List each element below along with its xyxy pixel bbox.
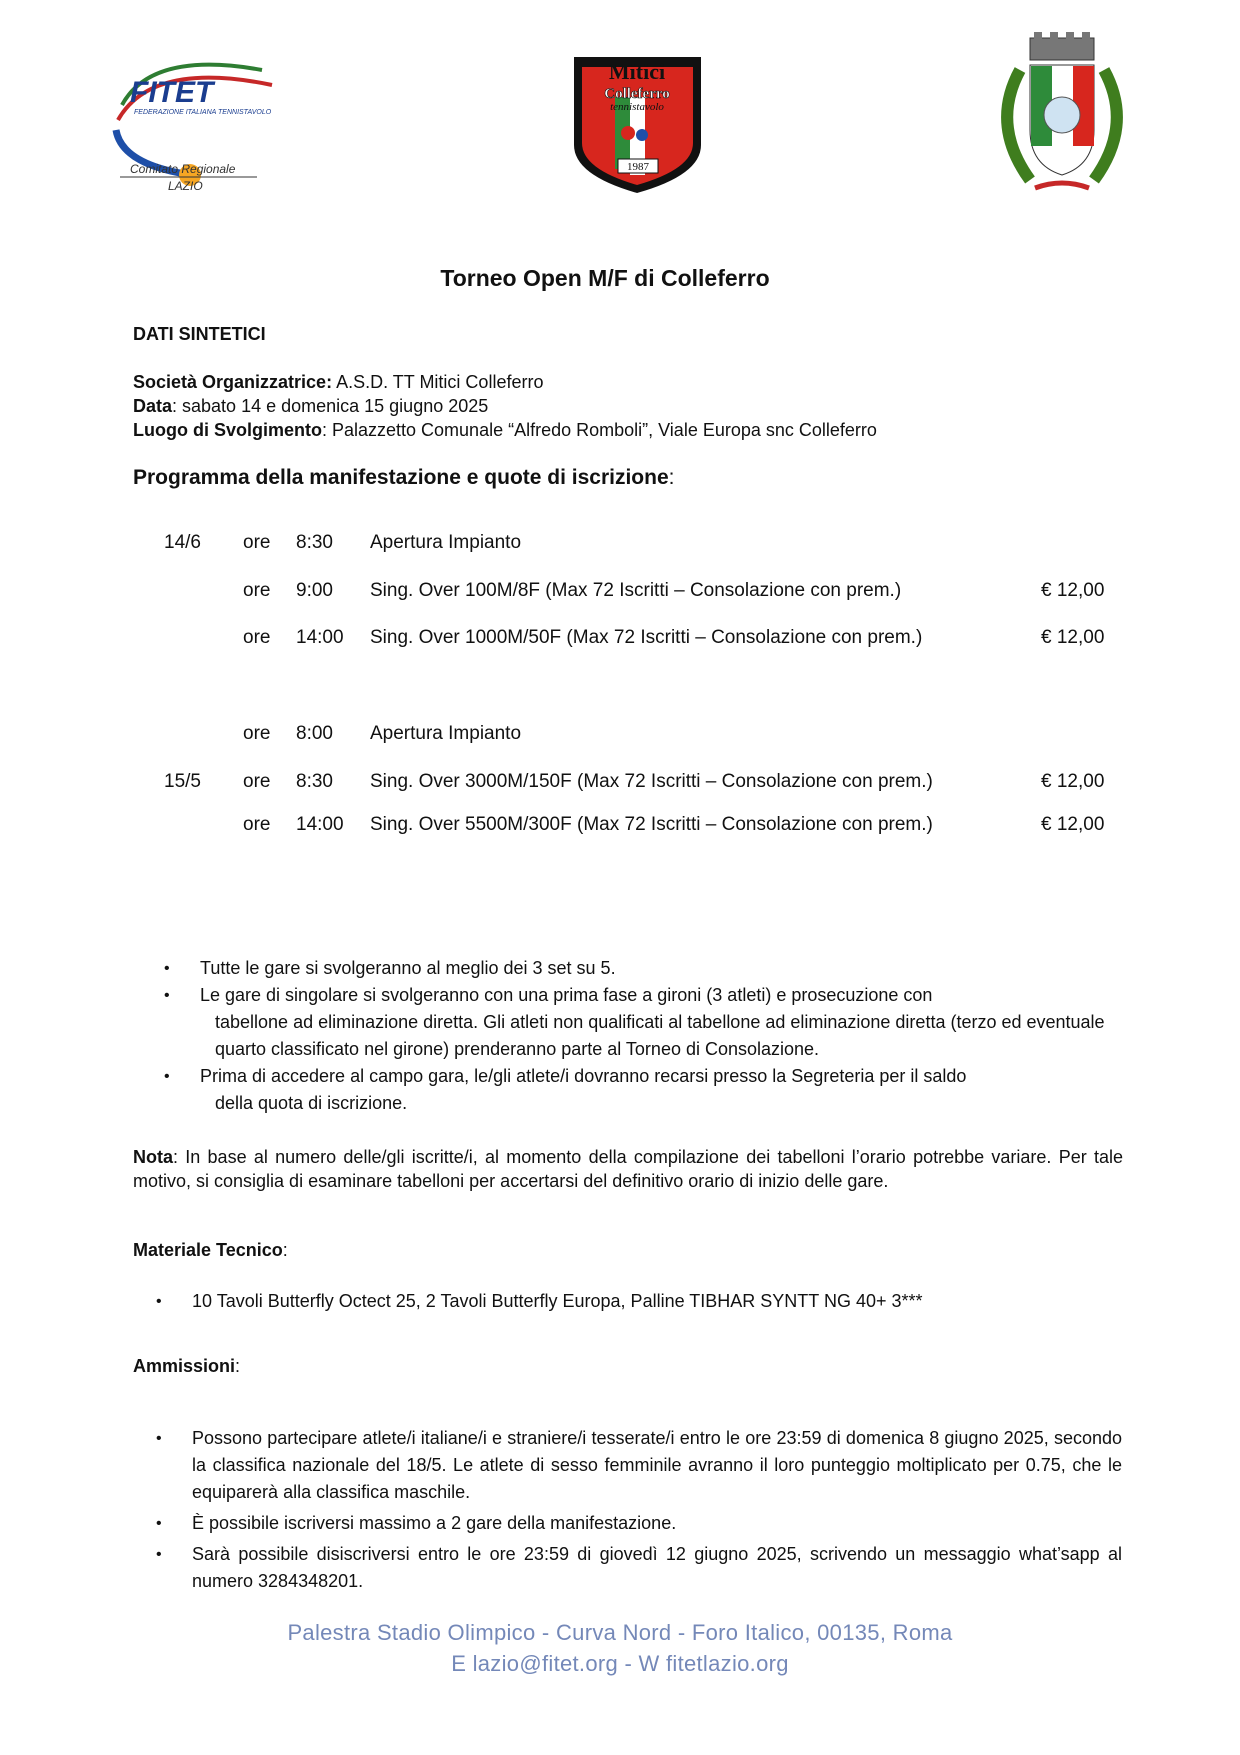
- list-item: • È possibile iscriversi massimo a 2 gare della manifestazione.: [152, 1510, 1122, 1537]
- fitet-region: LAZIO: [168, 179, 203, 193]
- list-item: • 10 Tavoli Butterfly Octect 25, 2 Tavoli Butterfly Europa, Palline TIBHAR SYNTT NG 40+ 3***: [152, 1288, 1132, 1315]
- comune-crest: [990, 30, 1130, 210]
- program-row: ore 8:00 Apertura Impianto: [243, 723, 522, 744]
- organizer-value: A.S.D. TT Mitici Colleferro: [332, 372, 544, 392]
- program-heading: Programma della manifestazione e quote di iscrizione:: [133, 466, 675, 489]
- fitet-brand: FITET: [130, 76, 214, 109]
- list-item: • Le gare di singolare si svolgeranno con una prima fase a gironi (3 atleti) e prosecuzione con tabellone ad eliminazione diretta. Gli atleti non qualificati al tabellone ad eliminazione diretta (terzo ed eventuale quarto classificato nel girone) prenderanno parte al Torneo di Consolazione.: [160, 982, 1130, 1063]
- program-row: ore 9:00 Sing. Over 100M/8F (Max 72 Iscritti – Consolazione con prem.) € 12,00: [243, 580, 1105, 601]
- fitet-logo: [112, 50, 292, 200]
- list-item: • Prima di accedere al campo gara, le/gli atlete/i dovranno recarsi presso la Segreteria per il saldo della quota di iscrizione.: [160, 1063, 1130, 1117]
- fitet-committee: Comitato Regionale: [130, 162, 236, 176]
- organizer-label: Società Organizzatrice:: [133, 372, 333, 392]
- organizer-line: [133, 370, 877, 394]
- mitici-name: Mitici: [608, 59, 666, 84]
- list-item: • Possono partecipare atlete/i italiane/i e straniere/i tesserate/i entro le ore 23:59 di domenica 8 giugno 2025, secondo la classifica nazionale del 18/5. Le atlete di sesso femminile avranno il loro punteggio moltiplicato per 0.75, che le equiparerà alla classifica maschile.: [152, 1425, 1122, 1506]
- ammissioni-list: [152, 1425, 1122, 1595]
- ammissioni-heading: Ammissioni:: [133, 1356, 241, 1376]
- footer-contacts: E lazio@fitet.org - W fitetlazio.org: [451, 1651, 789, 1676]
- materiale-list: [152, 1288, 1132, 1315]
- document-title: Torneo Open M/F di Colleferro: [440, 265, 770, 291]
- rules-list: [160, 955, 1130, 1117]
- program-row: ore 14:00 Sing. Over 1000M/50F (Max 72 Iscritti – Consolazione con prem.) € 12,00: [243, 627, 1105, 648]
- place-value: : Palazzetto Comunale “Alfredo Romboli”, Viale Europa snc Colleferro: [321, 420, 877, 440]
- mitici-town: Colleferro: [604, 86, 670, 102]
- list-item: • Sarà possibile disiscriversi entro le ore 23:59 di giovedì 12 giugno 2025, scrivendo un messaggio what’sapp al numero 3284348201.: [152, 1541, 1122, 1595]
- footer-address: Palestra Stadio Olimpico - Curva Nord - Foro Italico, 00135, Roma: [287, 1620, 953, 1645]
- list-item: • Tutte le gare si svolgeranno al meglio dei 3 set su 5.: [160, 955, 1130, 982]
- info-block: [133, 370, 877, 442]
- program-row: ore 14:00 Sing. Over 5500M/300F (Max 72 Iscritti – Consolazione con prem.) € 12,00: [243, 814, 1105, 835]
- fitet-subtitle: FEDERAZIONE ITALIANA TENNISTAVOLO: [134, 109, 272, 116]
- program-row: 15/5 ore 8:30 Sing. Over 3000M/150F (Max 72 Iscritti – Consolazione con prem.) € 12,00: [164, 771, 1105, 792]
- summary-heading: DATI SINTETICI: [133, 324, 266, 344]
- place-line: [133, 418, 877, 442]
- materiale-heading: Materiale Tecnico:: [133, 1240, 288, 1260]
- mitici-sport: tennistavolo: [610, 101, 664, 113]
- mitici-year: 1987: [627, 161, 649, 173]
- note-paragraph: Nota: In base al numero delle/gli iscritte/i, al momento della compilazione dei tabelloni l’orario potrebbe variare. Per tale motivo, si consiglia di esaminare tabelloni per accertarsi del definitivo orario di inizio delle gare.: [133, 1147, 1123, 1191]
- program-row: 14/6 ore 8:30 Apertura Impianto: [164, 532, 522, 553]
- date-line: [133, 394, 877, 418]
- date-value: : sabato 14 e domenica 15 giugno 2025: [172, 396, 489, 416]
- place-label: Luogo di Svolgimento: [133, 420, 322, 440]
- date-label: Data: [133, 396, 173, 416]
- mitici-logo: [570, 55, 705, 195]
